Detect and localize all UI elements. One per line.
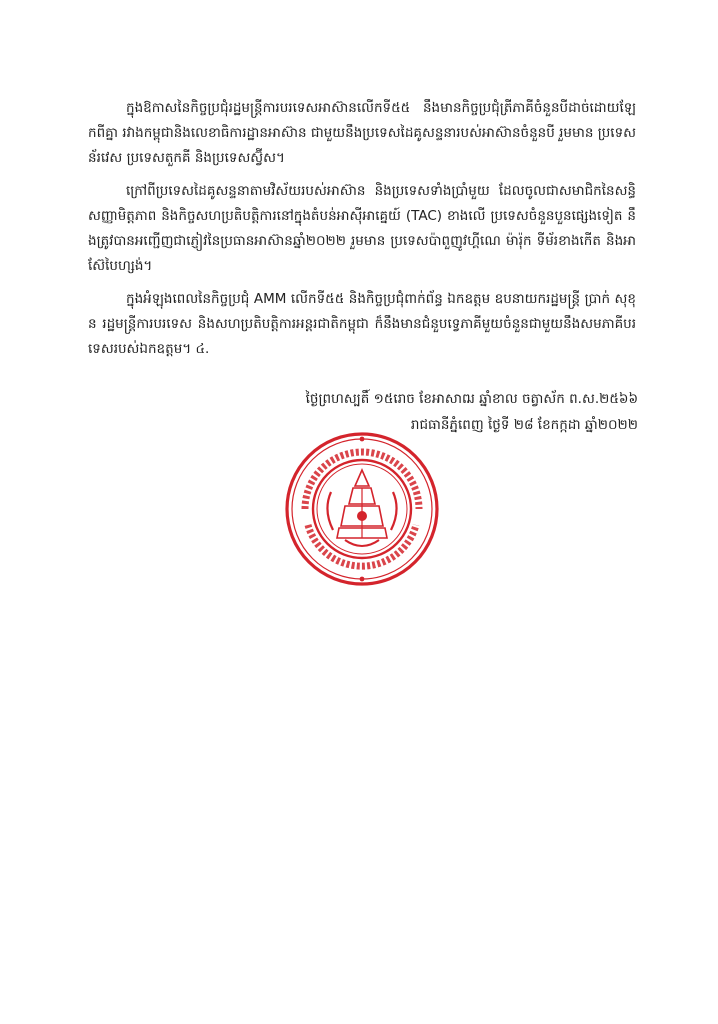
seal-icon bbox=[283, 430, 441, 588]
document-body bbox=[88, 96, 636, 370]
paragraph-2: ក្រៅពីប្រទេសដៃគូសន្ទនាតាមវិស័យរបស់អាស៊ាន និងប្រទេសទាំងប្រាំមួយ ដែលចូលជាសមាជិកនៃសន្ធិសញ្ញាមិត្តភាព និងកិច្ចសហប្រតិបត្តិការនៅក្នុងតំបន់អាស៊ីអាគ្នេយ៍ (TAC) ខាងលើ ប្រទេសចំនួនបួនផ្សេងទៀត នឹងត្រូវបានអញ្ជើញជាភ្ញៀវនៃប្រធានអាស៊ានឆ្នាំ២០២២ រួមមាន ប្រទេសប៉ាពួញូវហ្គីណេ ម៉ារ៉ុក ទីម័រខាងកើត និងអាស៊ែបៃហ្សង់។ bbox=[88, 183, 636, 274]
lunar-date: ថ្ងៃព្រហស្បតិ៍ ១៥រោច ខែអាសាឍ ឆ្នាំខាល ចត្វាស័ក ព.ស.២៥៦៦ bbox=[305, 391, 638, 407]
ministry-seal bbox=[283, 430, 441, 588]
paragraph-1: ក្នុងឱកាសនៃកិច្ចប្រជុំរដ្ឋមន្ត្រីការបរទេសអាស៊ានលើកទី៥៥ នឹងមានកិច្ចប្រជុំត្រីភាគីចំនួនបីដាច់ដោយឡែកពីគ្នា រវាងកម្ពុជានិងលេខាធិការដ្ឋានអាស៊ាន ជាមួយនឹងប្រទេសដៃគូសន្ទនារបស់អាស៊ានចំនួនបី រួមមាន ប្រទេសន័រវេស ប្រទេសតួកគី និងប្រទេសស្វ៊ីស។ bbox=[88, 100, 636, 166]
paragraph-3: ក្នុងអំឡុងពេលនៃកិច្ចប្រជុំ AMM លើកទី៥៥ និងកិច្ចប្រជុំពាក់ព័ន្ធ ឯកឧត្តម ឧបនាយករដ្ឋមន្ត្រី ប្រាក់ សុខុន រដ្ឋមន្ត្រីការបរទេស និងសហប្រតិបត្តិការអន្តរជាតិកម្ពុជា ក៏នឹងមានជំនួបទ្វេភាគីមួយចំនួនជាមួយនឹងសមភាគីបរទេសរបស់ឯកឧត្តម។ ៤. bbox=[88, 291, 636, 357]
solar-date: រាជធានីភ្នំពេញ ថ្ងៃទី ២៨ ខែកក្កដា ឆ្នាំ២០២២ bbox=[410, 417, 638, 433]
